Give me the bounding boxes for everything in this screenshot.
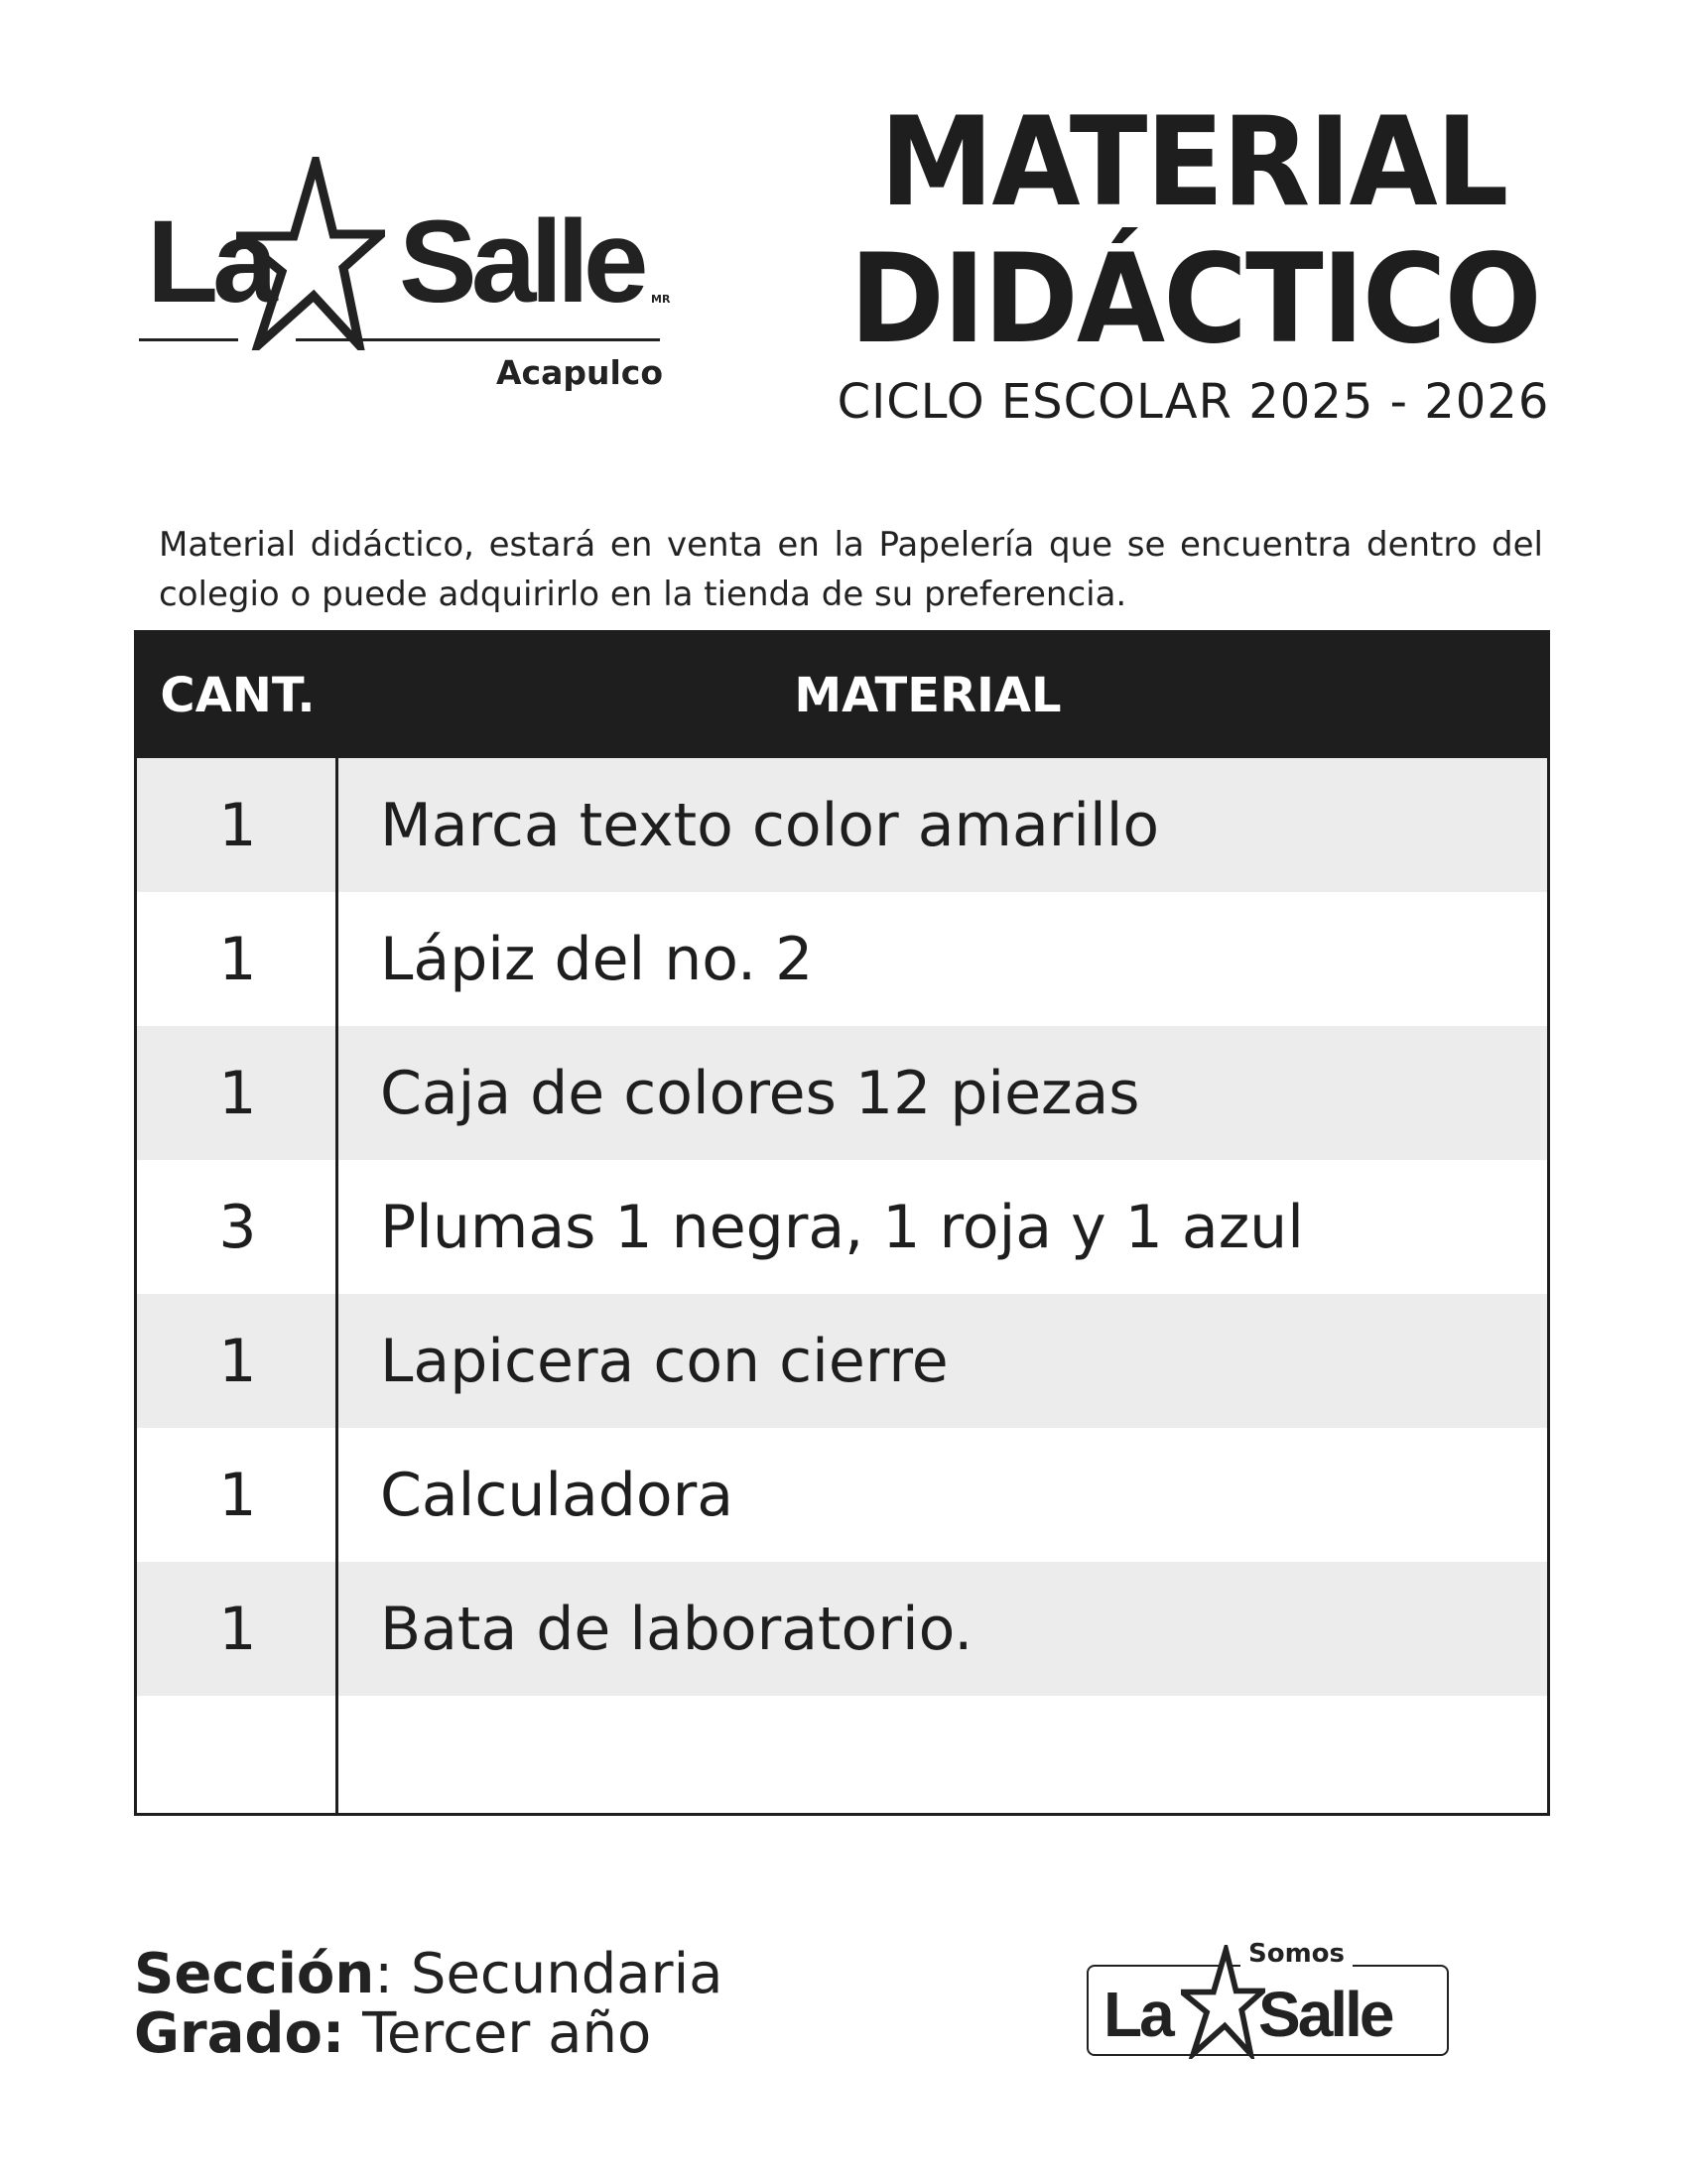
row-qty: 1: [218, 1594, 257, 1664]
logo-word-la: La: [147, 196, 272, 327]
row-material: Calculadora: [380, 1460, 734, 1530]
row-qty: 1: [218, 790, 257, 860]
grade-value: Tercer año: [344, 2001, 652, 2066]
header-qty: CANT.: [160, 668, 316, 723]
table-row: [137, 1026, 1547, 1160]
title-line-1: MATERIAL: [879, 91, 1507, 234]
lasalle-logo: [139, 149, 675, 407]
row-material: Plumas 1 negra, 1 roja y 1 azul: [380, 1192, 1304, 1262]
title-line-2: DIDÁCTICO: [849, 228, 1540, 371]
section-label: Sección: [134, 1942, 375, 2006]
table-row: [137, 1160, 1547, 1294]
row-qty: 1: [218, 1326, 257, 1396]
logo-rule-left: [139, 338, 238, 341]
star-icon: [236, 157, 385, 350]
row-material: Marca texto color amarillo: [380, 790, 1160, 860]
table-row: [137, 758, 1547, 892]
page-title: [824, 91, 1563, 430]
section-info: [134, 1942, 723, 2066]
intro-paragraph: Material didáctico, estará en venta en la Papelería que se encuentra dentro del colegio o puede adquirirlo en la tienda de su preferencia.: [159, 525, 1543, 614]
logo-word-salle: Salle: [399, 196, 643, 327]
table-row: [137, 892, 1547, 1026]
row-material: Bata de laboratorio.: [380, 1594, 974, 1664]
star-icon: [1181, 1945, 1265, 2059]
row-qty: [137, 1696, 338, 1816]
logo-trademark: MR: [651, 293, 671, 306]
row-qty: 1: [218, 1058, 257, 1128]
somos-lasalle-logo: [1082, 1935, 1459, 2064]
school-cycle: CICLO ESCOLAR 2025 - 2026: [837, 374, 1550, 430]
table-row: [137, 1294, 1547, 1428]
row-material: Caja de colores 12 piezas: [380, 1058, 1140, 1128]
materials-table: [134, 630, 1550, 1816]
row-material: Lápiz del no. 2: [380, 924, 814, 994]
grade-line: [134, 2001, 722, 2066]
grade-label: Grado:: [134, 2001, 345, 2066]
logo-word-somos: Somos: [1240, 1939, 1353, 1969]
logo-word-salle: Salle: [1258, 1979, 1392, 2050]
logo-rule-right: [296, 338, 660, 341]
header-material: MATERIAL: [794, 668, 1062, 723]
row-material: Lapicera con cierre: [380, 1326, 949, 1396]
row-qty: 1: [218, 1460, 257, 1530]
section-value: : Secundaria: [374, 1942, 723, 2006]
column-divider: [335, 639, 338, 1813]
table-row: [137, 1428, 1547, 1562]
row-qty: 3: [218, 1192, 257, 1262]
logo-word-la: La: [1104, 1979, 1172, 2050]
table-header: [137, 633, 1547, 758]
logo-city: Acapulco: [495, 353, 663, 392]
section-line: [134, 1942, 723, 2006]
table-row: [137, 1562, 1547, 1696]
row-qty: 1: [218, 924, 257, 994]
table-row-empty: [137, 1696, 1547, 1816]
